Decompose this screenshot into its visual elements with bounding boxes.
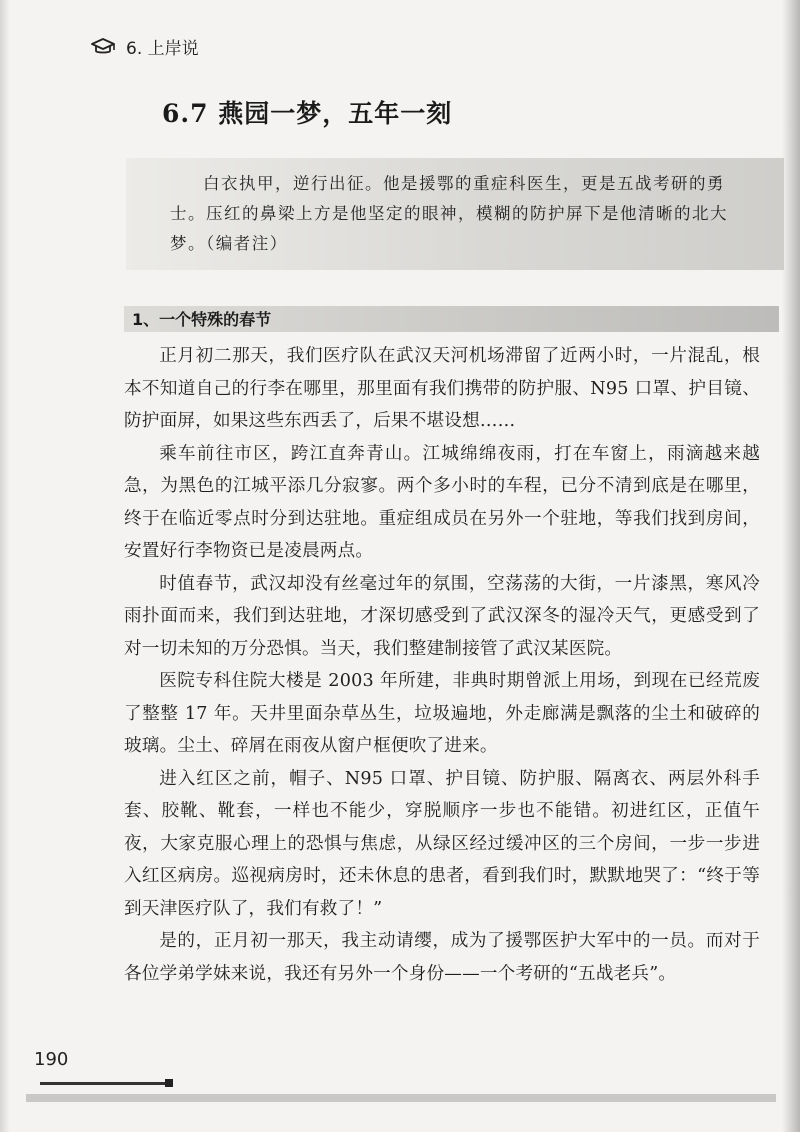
footer-rule-marker xyxy=(165,1079,173,1087)
paragraph: 进入红区之前，帽子、N95 口罩、护目镜、防护服、隔离衣、两层外科手套、胶靴、靴套，一样也不能少，穿脱顺序一步也不能错。初进红区，正值午夜，大家克服心理上的恐惧与焦虑，从绿区经过缓冲区的三个房间，一步一步进入红区病房。巡视病房时，还未休息的患者，看到我们时，默默地哭了：“终于等到天津医疗队了，我们有救了！” xyxy=(124,768,760,919)
page-number: 190 xyxy=(34,1049,69,1070)
graduation-cap-icon xyxy=(90,37,116,57)
section-heading: 1、一个特殊的春节 xyxy=(132,310,272,329)
footer-bar xyxy=(26,1094,776,1102)
paragraph: 时值春节，武汉却没有丝毫过年的氛围，空荡荡的大街，一片漆黑，寒风冷雨扑面而来，我们到达驻地，才深切感受到了武汉深冬的湿冷天气，更感受到了对一切未知的万分恐惧。当天，我们整建制接管了武汉某医院。 xyxy=(124,573,760,659)
paragraph: 正月初二那天，我们医疗队在武汉天河机场滞留了近两小时，一片混乱，根本不知道自己的行李在哪里，那里面有我们携带的防护服、N95 口罩、护目镜、防护面屏，如果这些东西丢了，后果不堪设想…… xyxy=(124,346,760,431)
chapter-title: 6.7 燕园一梦，五年一刻 xyxy=(162,99,453,128)
footer-rule xyxy=(40,1082,168,1085)
editor-note-box xyxy=(126,158,784,270)
page-edge-shadow-right xyxy=(782,0,800,1132)
paragraph: 乘车前往市区，跨江直奔青山。江城绵绵夜雨，打在车窗上，雨滴越来越急，为黑色的江城平添几分寂寥。两个多小时的车程，已分不清到底是在哪里，终于在临近零点时分到达驻地。重症组成员在另外一个驻地，等我们找到房间，安置好行李物资已是凌晨两点。 xyxy=(124,443,760,561)
body-text xyxy=(124,340,760,990)
running-header-chapter: 6. 上岸说 xyxy=(126,39,199,59)
running-header xyxy=(90,34,199,59)
paragraph: 医院专科住院大楼是 2003 年所建，非典时期曾派上用场，到现在已经荒废了整整 17 年。天井里面杂草丛生，垃圾遍地，外走廊满是飘落的尘土和破碎的玻璃。尘土、碎屑在雨夜从窗户框便吹了进来。 xyxy=(124,671,760,756)
editor-note-text: 白衣执甲，逆行出征。他是援鄂的重症科医生，更是五战考研的勇士。压红的鼻梁上方是他坚定的眼神，模糊的防护屏下是他清晰的北大梦。（编者注） xyxy=(170,174,728,253)
paragraph: 是的，正月初一那天，我主动请缨，成为了援鄂医护大军中的一员。而对于各位学弟学妹来说，我还有另外一个身份——一个考研的“五战老兵”。 xyxy=(124,931,760,984)
page-edge-shadow-left xyxy=(0,0,10,1132)
